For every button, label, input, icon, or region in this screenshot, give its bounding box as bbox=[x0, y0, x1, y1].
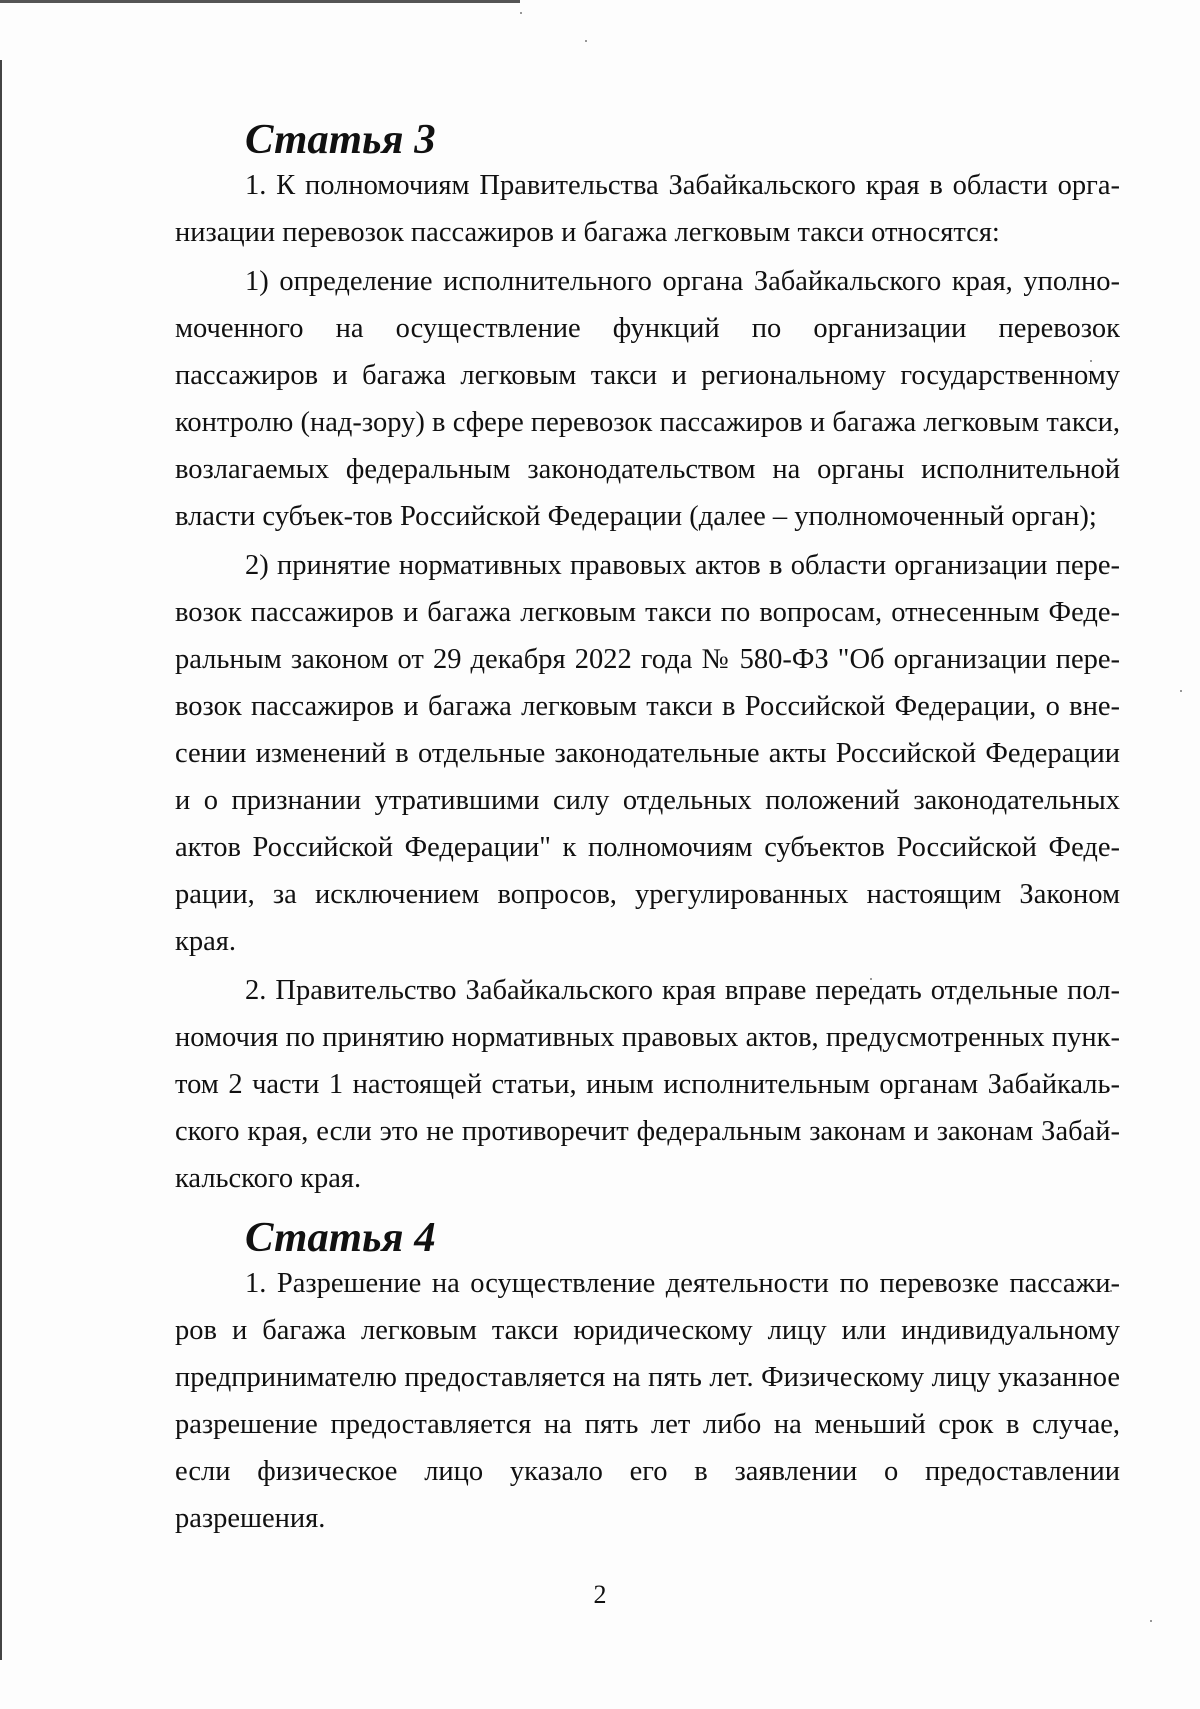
article-4-heading: Статья 4 bbox=[245, 1214, 436, 1261]
scan-speck bbox=[1180, 690, 1182, 692]
scan-speck bbox=[585, 40, 587, 42]
article-3-paragraph-1: 1. К полномочиям Правительства Забайкальского края в области орга-низации перевозок пассажиров и багажа легковым такси относятся: bbox=[175, 170, 1120, 248]
article-4 bbox=[175, 1216, 1120, 1542]
article-3-paragraph-3: 2) принятие нормативных правовых актов в области организации пере-возок пассажиров и багажа легковым такси по вопросам, отнесенным Феде-ральным законом от 29 декабря 2022 года № 580-ФЗ "Об организации пере-возок пассажиров и багажа легковым такси в Российской Федерации, о вне-сении изменений в отдельные законодательные акты Российской Федерации и о признании утратившими силу отдельных положений законодательных актов Российской Федерации" к полномочиям субъектов Российской Феде-рации, за исключением вопросов, урегулированных настоящим Законом края. bbox=[175, 550, 1120, 957]
article-3 bbox=[175, 118, 1120, 1202]
page-number: 2 bbox=[593, 1580, 607, 1609]
scan-edge-left bbox=[0, 60, 2, 1660]
article-3-paragraph-4: 2. Правительство Забайкальского края вправе передать отдельные пол-номочия по принятию нормативных правовых актов, предусмотренных пунк-том 2 части 1 настоящей статьи, иным исполнительным органам Забайкаль-ского края, если это не противоречит федеральным законам и законам Забай-кальского края. bbox=[175, 975, 1120, 1194]
article-3-paragraph-2: 1) определение исполнительного органа Забайкальского края, уполно-моченного на осуществление функций по организации перевозок пассажиров и багажа легковым такси и региональному государственному контролю (над-зору) в сфере перевозок пассажиров и багажа легковым такси, возлагаемых федеральным законодательством на органы исполнительной власти субъек-тов Российской Федерации (далее – уполномоченный орган); bbox=[175, 266, 1120, 532]
article-4-paragraph-1: 1. Разрешение на осуществление деятельности по перевозке пассажи-ров и багажа легковым такси юридическому лицу или индивидуальному предпринимателю предоставляется на пять лет. Физическому лицу указанное разрешение предоставляется на пять лет либо на меньший срок в случае, если физическое лицо указало его в заявлении о предоставлении разрешения. bbox=[175, 1268, 1120, 1534]
scan-speck bbox=[1150, 1620, 1152, 1622]
document-body bbox=[175, 118, 1120, 1542]
scan-speck bbox=[520, 12, 522, 14]
article-3-heading: Статья 3 bbox=[245, 116, 436, 163]
scan-edge-top bbox=[0, 0, 520, 3]
